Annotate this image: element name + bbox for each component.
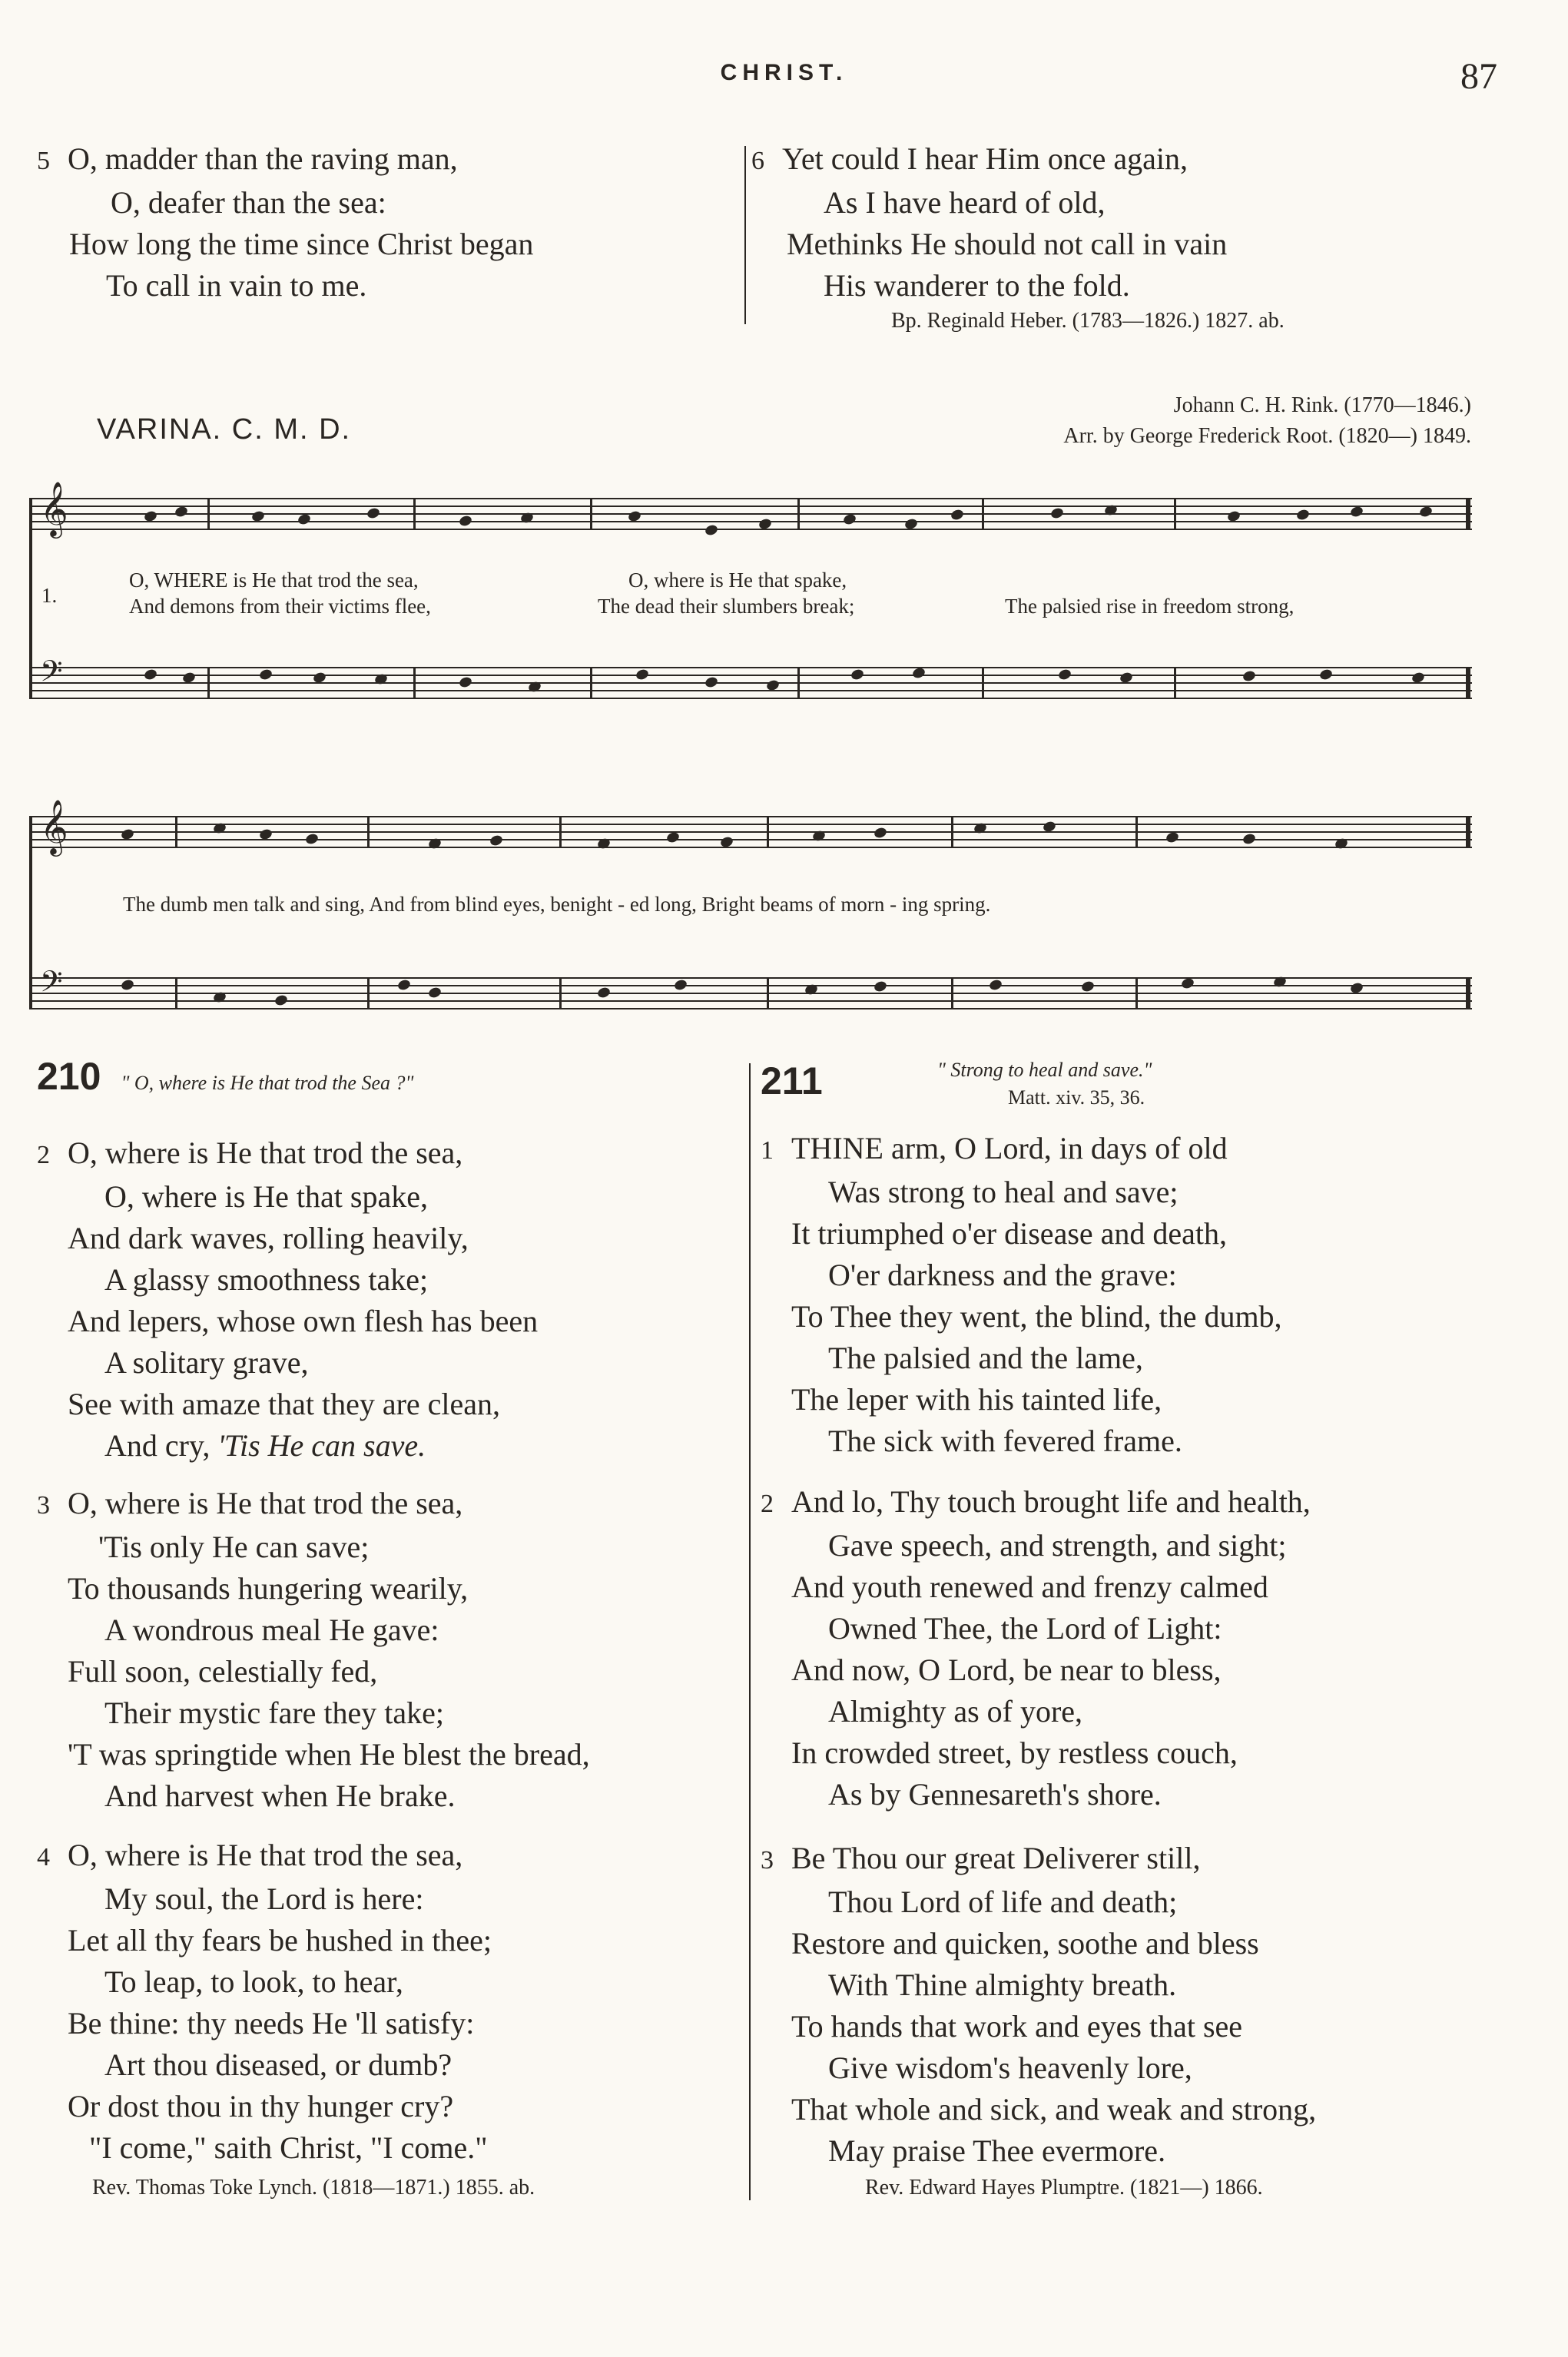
treble-staff <box>29 483 1472 535</box>
stanza-line: O, where is He that spake, <box>104 1179 428 1214</box>
stanza-line: "I come," saith Christ, "I come." <box>89 2130 488 2165</box>
treble-clef-icon: 𝄞 <box>40 801 68 854</box>
stanza-line <box>37 1425 538 1467</box>
barline <box>951 816 953 848</box>
bass-staff <box>29 655 1472 698</box>
barline <box>1466 977 1470 1009</box>
hymn-210-heading <box>37 1054 413 1099</box>
barline <box>797 667 800 699</box>
column-divider <box>744 146 746 324</box>
stanza-line: THINE arm, O Lord, in days of old <box>791 1131 1228 1165</box>
barline <box>175 816 177 848</box>
stanza-line: In crowded street, by restless couch, <box>791 1735 1238 1770</box>
barline <box>1466 667 1470 699</box>
stanza-line: Their mystic fare they take; <box>104 1696 445 1730</box>
stanza-line: 'Tis only He can save; <box>98 1530 370 1564</box>
system-brace <box>29 498 32 699</box>
stanza-line: Let all thy fears be hushed in thee; <box>68 1923 492 1958</box>
barline <box>1466 816 1470 848</box>
composer-line: Johann C. H. Rink. (1770—1846.) <box>1173 393 1471 417</box>
stanza-line: O, where is He that trod the sea, <box>68 1838 463 1872</box>
stanza-line: And youth renewed and frenzy calmed <box>791 1570 1268 1604</box>
stanza-line: As by Gennesareth's shore. <box>828 1777 1162 1812</box>
hymn-title: " Strong to heal and save." <box>937 1059 1152 1081</box>
hymn-211-author: Rev. Edward Hayes Plumptre. (1821—) 1866. <box>865 2176 1263 2200</box>
stanza-line: And dark waves, rolling heavily, <box>68 1221 469 1255</box>
hymn-210-author: Rev. Thomas Toke Lynch. (1818—1871.) 1855. ab. <box>92 2176 535 2200</box>
hymn-211-stanza-3 <box>761 1838 1316 2172</box>
stanza-line: The palsied and the lame, <box>828 1341 1143 1375</box>
stanza-line: Methinks He should not call in vain <box>787 227 1228 261</box>
stanza-line: Yet could I hear Him once again, <box>782 141 1188 176</box>
stanza-line: O'er darkness and the grave: <box>828 1258 1177 1292</box>
stanza-line-prefix: And cry, <box>104 1428 218 1463</box>
stanza-line: O, where is He that trod the sea, <box>68 1135 463 1170</box>
column-divider <box>749 1063 751 2200</box>
tune-name: VARINA. C. M. D. <box>97 413 352 446</box>
barline <box>982 498 984 530</box>
barline <box>590 667 592 699</box>
barline <box>767 816 769 848</box>
lyric-line2-c: The palsied rise in freedom strong, <box>1005 595 1295 618</box>
barline <box>951 977 953 1009</box>
stanza-line: How long the time since Christ began <box>69 227 534 261</box>
stanza-line: Was strong to heal and save; <box>828 1175 1178 1209</box>
stanza-line: Art thou diseased, or dumb? <box>104 2047 452 2082</box>
stanza-line: And lepers, whose own flesh has been <box>68 1304 539 1338</box>
barline <box>767 977 769 1009</box>
stanza-line: 'T was springtide when He blest the bread, <box>68 1737 590 1772</box>
bass-staff <box>29 966 1472 1008</box>
lyric-line2-b: The dead their slumbers break; <box>598 595 855 618</box>
hymn-210-stanza-2 <box>37 1132 538 1467</box>
hymn-210-stanza-4 <box>37 1835 492 2169</box>
prev-hymn-stanza-6 <box>751 138 1227 307</box>
barline <box>1135 816 1138 848</box>
music-system-1 <box>29 469 1472 745</box>
stanza-line: It triumphed o'er disease and death, <box>791 1216 1228 1251</box>
stanza-line: The leper with his tainted life, <box>791 1382 1162 1417</box>
stanza-line: That whole and sick, and weak and strong, <box>791 2092 1317 2127</box>
hymn-211-stanza-2 <box>761 1481 1311 1815</box>
stanza-line: Restore and quicken, soothe and bless <box>791 1926 1259 1961</box>
stanza-line: Be Thou our great Deliverer still, <box>791 1841 1201 1875</box>
prev-hymn-stanza-5 <box>37 138 533 307</box>
barline <box>590 498 592 530</box>
page-number: 87 <box>1460 56 1497 97</box>
stanza-line: His wanderer to the fold. <box>824 268 1130 303</box>
barline <box>367 816 370 848</box>
stanza-line: Or dost thou in thy hunger cry? <box>68 2089 454 2123</box>
tune-composer <box>1063 390 1471 452</box>
stanza-line: Give wisdom's heavenly lore, <box>828 2050 1192 2085</box>
hymn-number: 210 <box>37 1055 101 1098</box>
lyric-line2-a: And demons from their victims flee, <box>129 595 431 618</box>
stanza-line: To Thee they went, the blind, the dumb, <box>791 1299 1282 1334</box>
stanza-line: With Thine almighty breath. <box>828 1967 1177 2002</box>
hymn-title: " O, where is He that trod the Sea ?" <box>121 1072 414 1094</box>
barline <box>1174 498 1176 530</box>
stanza-line: Gave speech, and strength, and sight; <box>828 1528 1287 1563</box>
barline <box>1174 667 1176 699</box>
stanza-number: 4 <box>37 1843 50 1871</box>
stanza-line: The sick with fevered frame. <box>828 1424 1182 1458</box>
stanza-line: To hands that work and eyes that see <box>791 2009 1243 2044</box>
stanza-line: Owned Thee, the Lord of Light: <box>828 1611 1222 1646</box>
stanza-line-italic: 'Tis He can save. <box>217 1428 426 1463</box>
stanza-line: O, madder than the raving man, <box>68 141 458 176</box>
stanza-line: As I have heard of old, <box>824 185 1106 220</box>
stanza-line: A solitary grave, <box>104 1345 309 1380</box>
bass-clef-icon: 𝄢 <box>40 655 63 695</box>
stanza-number: 1 <box>761 1136 774 1165</box>
stanza-number: 2 <box>37 1141 50 1169</box>
treble-clef-icon: 𝄞 <box>40 483 68 535</box>
stanza-number: 3 <box>37 1491 50 1520</box>
stanza-line: To thousands hungering wearily, <box>68 1571 469 1606</box>
stanza-line: And now, O Lord, be near to bless, <box>791 1653 1222 1687</box>
stanza-line: To call in vain to me. <box>106 268 367 303</box>
bass-clef-icon: 𝄢 <box>40 966 63 1005</box>
barline <box>559 816 562 848</box>
lyric-line1-a: O, WHERE is He that trod the sea, <box>129 569 419 592</box>
stanza-line: O, where is He that trod the sea, <box>68 1486 463 1520</box>
barline <box>207 498 210 530</box>
prev-hymn-author: Bp. Reginald Heber. (1783—1826.) 1827. ab. <box>891 309 1285 333</box>
verse-number: 1. <box>41 584 58 607</box>
stanza-line: Full soon, celestially fed, <box>68 1654 378 1689</box>
barline <box>175 977 177 1009</box>
lyric-system-2: The dumb men talk and sing, And from blind eyes, benight - ed long, Bright beams of morn - ing spring. <box>123 893 991 916</box>
stanza-line: A glassy smoothness take; <box>104 1262 429 1297</box>
barline <box>982 667 984 699</box>
barline <box>207 667 210 699</box>
stanza-line: A wondrous meal He gave: <box>104 1613 439 1647</box>
stanza-line: May praise Thee evermore. <box>828 2133 1166 2168</box>
music-system-2 <box>29 776 1472 1037</box>
stanza-line: And harvest when He brake. <box>104 1779 456 1813</box>
system-brace <box>29 816 32 1009</box>
hymn-211-heading <box>761 1059 823 1103</box>
stanza-line: Thou Lord of life and death; <box>828 1885 1178 1919</box>
stanza-number: 6 <box>751 147 764 175</box>
stanza-line: My soul, the Lord is here: <box>104 1881 424 1916</box>
barline <box>797 498 800 530</box>
stanza-line: See with amaze that they are clean, <box>68 1387 501 1421</box>
barline <box>1135 977 1138 1009</box>
barline <box>559 977 562 1009</box>
stanza-line: And lo, Thy touch brought life and health, <box>791 1484 1311 1519</box>
scripture-reference: Matt. xiv. 35, 36. <box>1008 1086 1145 1109</box>
barline <box>413 498 416 530</box>
barline <box>1466 498 1470 530</box>
stanza-line: To leap, to look, to hear, <box>104 1964 403 1999</box>
stanza-line: Almighty as of yore, <box>828 1694 1083 1729</box>
stanza-number: 5 <box>37 147 50 175</box>
barline <box>367 977 370 1009</box>
page-header-title: CHRIST. <box>720 60 848 85</box>
hymn-211-stanza-1 <box>761 1128 1282 1462</box>
arranger-line: Arr. by George Frederick Root. (1820—) 1849. <box>1063 424 1471 448</box>
hymn-number: 211 <box>761 1059 823 1102</box>
barline <box>413 667 416 699</box>
stanza-number: 2 <box>761 1490 774 1518</box>
stanza-number: 3 <box>761 1846 774 1875</box>
stanza-line: O, deafer than the sea: <box>111 185 386 220</box>
stanza-line: Be thine: thy needs He 'll satisfy: <box>68 2006 475 2040</box>
treble-staff <box>29 801 1472 854</box>
hymn-210-stanza-3 <box>37 1483 590 1817</box>
lyric-line1-b: O, where is He that spake, <box>628 569 847 592</box>
